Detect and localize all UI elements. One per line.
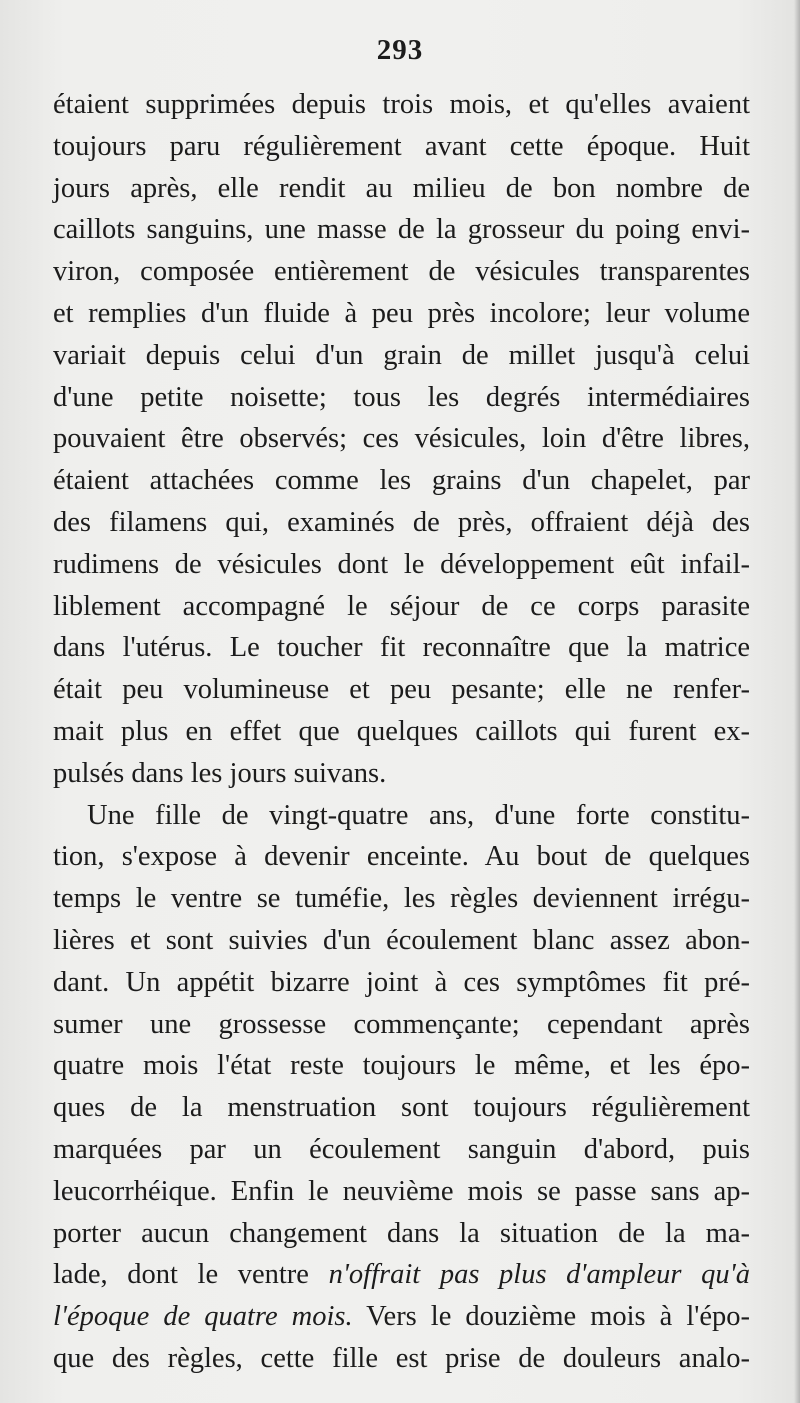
italic-emphasis: n'offrait pas plus d'ampleur qu'à	[328, 1259, 750, 1291]
text-line: dans l'utérus. Le toucher fit reconnaître que la matrice	[53, 632, 750, 664]
text-line: caillots sanguins, une masse de la grosseur du poing envi-	[53, 214, 750, 246]
text-line: viron, composée entièrement de vésicules transparentes	[53, 256, 750, 288]
text-line: porter aucun changement dans la situation de la ma-	[53, 1217, 750, 1249]
text-line: leucorrhéique. Enfin le neuvième mois se passe sans ap-	[53, 1175, 750, 1207]
text-line: ques de la menstruation sont toujours régulièrement	[53, 1092, 750, 1124]
text-line-with-italic	[53, 1296, 750, 1338]
roman-text: lade, dont le ventre	[53, 1259, 329, 1291]
body-text	[53, 84, 750, 1380]
text-line: variait depuis celui d'un grain de millet jusqu'à celui	[53, 339, 750, 371]
text-line: des filamens qui, examinés de près, offraient déjà des	[53, 506, 750, 538]
text-line: dant. Un appétit bizarre joint à ces symptômes fit pré-	[53, 966, 750, 998]
text-line: liblement accompagné le séjour de ce corps parasite	[53, 590, 750, 622]
text-line: était peu volumineuse et peu pesante; elle ne renfer-	[53, 674, 750, 706]
italic-emphasis: l'époque de quatre mois.	[53, 1301, 353, 1333]
text-line: sumer une grossesse commençante; cependant après	[53, 1008, 750, 1040]
text-line: rudimens de vésicules dont le développement eût infail-	[53, 548, 750, 580]
page-edge-shadow	[794, 0, 800, 1403]
text-line: toujours paru régulièrement avant cette époque. Huit	[53, 130, 750, 162]
text-line: marquées par un écoulement sanguin d'abord, puis	[53, 1133, 750, 1165]
text-line-with-italic	[53, 1254, 750, 1296]
text-line: jours après, elle rendit au milieu de bon nombre de	[53, 172, 750, 204]
roman-text: Vers le douzième mois à l'épo-	[352, 1301, 751, 1333]
paragraph-start-line: Une fille de vingt-quatre ans, d'une forte constitu-	[87, 799, 750, 831]
text-line: que des règles, cette fille est prise de douleurs analo-	[53, 1342, 750, 1374]
text-line: mait plus en effet que quelques caillots qui furent ex-	[53, 715, 750, 747]
paragraph-end-line: pulsés dans les jours suivans.	[53, 757, 387, 789]
text-line: temps le ventre se tuméfie, les règles deviennent irrégu-	[53, 883, 750, 915]
text-line: quatre mois l'état reste toujours le même, et les épo-	[53, 1050, 750, 1082]
text-line: d'une petite noisette; tous les degrés intermédiaires	[53, 381, 750, 413]
page-number: 293	[376, 34, 424, 66]
text-line: étaient supprimées depuis trois mois, et qu'elles avaient	[53, 89, 750, 120]
text-line: lières et sont suivies d'un écoulement blanc assez abon-	[53, 924, 750, 956]
text-line: et remplies d'un fluide à peu près incolore; leur volume	[53, 297, 750, 329]
text-line: tion, s'expose à devenir enceinte. Au bout de quelques	[53, 841, 750, 873]
text-line: étaient attachées comme les grains d'un chapelet, par	[53, 465, 750, 497]
text-line: pouvaient être observés; ces vésicules, loin d'être libres,	[53, 423, 750, 455]
